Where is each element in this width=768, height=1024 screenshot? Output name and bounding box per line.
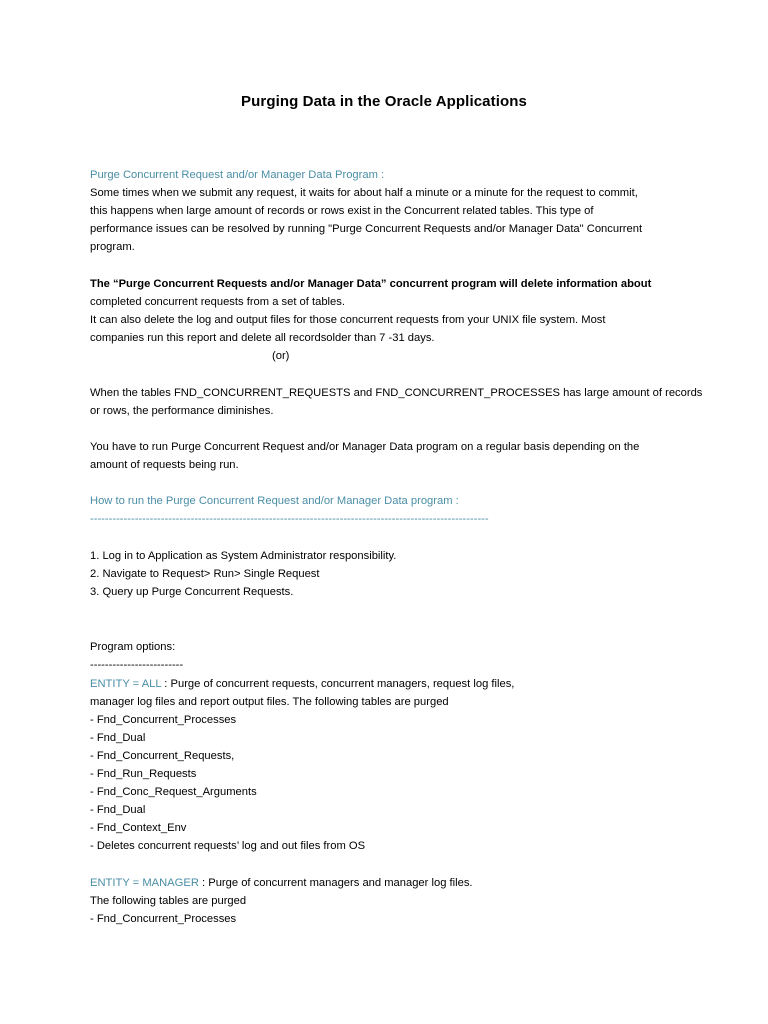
table-list-item: - Fnd_Context_Env <box>90 822 187 834</box>
heading-underline: ----------------------------------------------------------------------------------------------------------- <box>90 513 489 525</box>
paragraph-line: It can also delete the log and output files for those concurrent requests from your UNIX file system. Most <box>90 314 606 326</box>
section-heading-purge-program: Purge Concurrent Request and/or Manager Data Program : <box>90 169 385 181</box>
entity-all-description-2: manager log files and report output files. The following tables are purged <box>90 696 449 708</box>
entity-all-description: : Purge of concurrent requests, concurrent managers, request log files, <box>161 678 515 690</box>
table-list-item: - Fnd_Dual <box>90 804 146 816</box>
paragraph-bold-line: The “Purge Concurrent Requests and/or Manager Data” concurrent program will delete information about <box>90 278 652 290</box>
paragraph-line: Some times when we submit any request, it waits for about half a minute or a minute for the request to commit, <box>90 187 638 199</box>
paragraph-line: When the tables FND_CONCURRENT_REQUESTS and FND_CONCURRENT_PROCESSES has large amount of records <box>90 387 703 399</box>
entity-all-line <box>90 675 514 693</box>
paragraph-line: completed concurrent requests from a set of tables. <box>90 296 345 308</box>
table-list-item: - Fnd_Conc_Request_Arguments <box>90 786 257 798</box>
step-item: 3. Query up Purge Concurrent Requests. <box>90 586 294 598</box>
entity-manager-line <box>90 874 473 892</box>
entity-manager-description-2: The following tables are purged <box>90 895 247 907</box>
table-list-item: - Fnd_Concurrent_Processes <box>90 714 237 726</box>
table-list-item: - Fnd_Run_Requests <box>90 768 197 780</box>
step-item: 2. Navigate to Request> Run> Single Request <box>90 568 320 580</box>
table-list-item: - Fnd_Dual <box>90 732 146 744</box>
paragraph-line: companies run this report and delete all recordsolder than 7 -31 days. <box>90 332 435 344</box>
options-underline: ------------------------- <box>90 659 184 671</box>
step-item: 1. Log in to Application as System Administrator responsibility. <box>90 550 397 562</box>
entity-manager-label: ENTITY = MANAGER <box>90 877 199 889</box>
paragraph-line: performance issues can be resolved by running "Purge Concurrent Requests and/or Manager Data" Concurrent <box>90 223 643 235</box>
entity-manager-description: : Purge of concurrent managers and manager log files. <box>198 877 473 889</box>
table-list-item: - Fnd_Concurrent_Requests, <box>90 750 235 762</box>
paragraph-line: amount of requests being run. <box>90 459 239 471</box>
section-heading-how-to-run: How to run the Purge Concurrent Request and/or Manager Data program : <box>90 495 459 507</box>
paragraph-line: this happens when large amount of records or rows exist in the Concurrent related tables. This type of <box>90 205 594 217</box>
paragraph-line: program. <box>90 241 135 253</box>
or-separator: (or) <box>272 350 290 362</box>
options-label: Program options: <box>90 641 176 653</box>
paragraph-line: or rows, the performance diminishes. <box>90 405 274 417</box>
document-title: Purging Data in the Oracle Applications <box>241 93 527 110</box>
table-list-item: - Deletes concurrent requests’ log and out files from OS <box>90 840 366 852</box>
paragraph-line: You have to run Purge Concurrent Request and/or Manager Data program on a regular basis depending on the <box>90 441 640 453</box>
table-list-item: - Fnd_Concurrent_Processes <box>90 913 237 925</box>
entity-all-label: ENTITY = ALL <box>90 678 162 690</box>
